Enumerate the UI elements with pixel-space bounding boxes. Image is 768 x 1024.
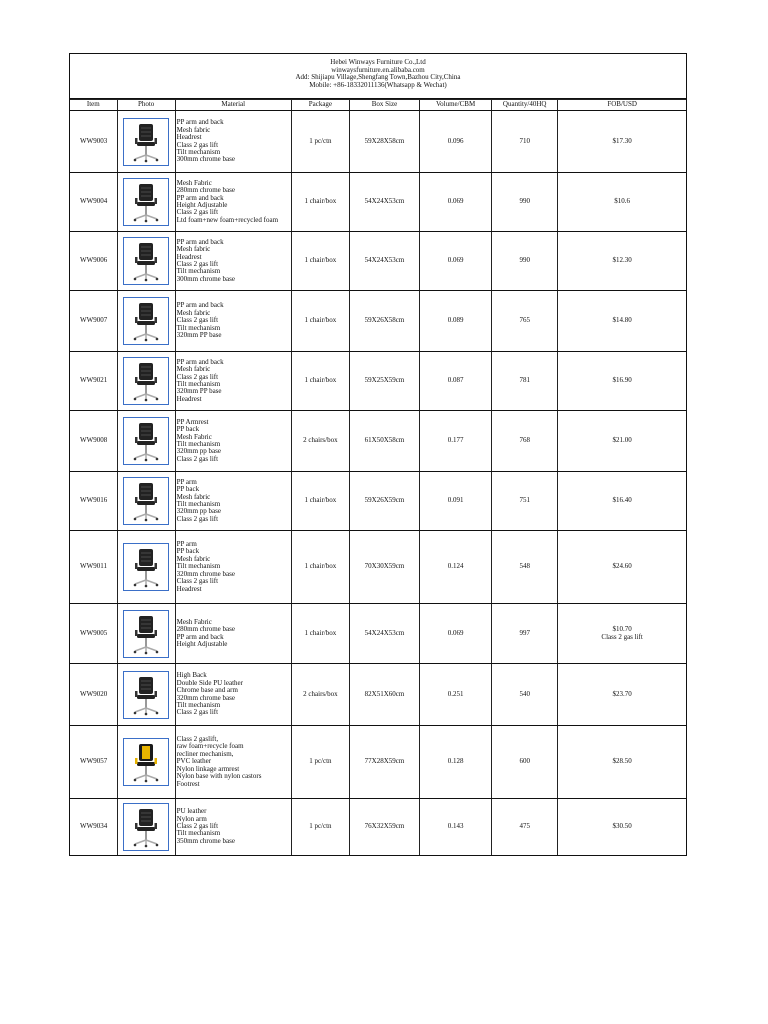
product-photo xyxy=(117,111,175,173)
fob-price: $24.60 xyxy=(612,562,632,571)
item-code: WW9003 xyxy=(70,111,117,173)
fob-price: $23.70 xyxy=(612,689,632,698)
col-header-volume: Volume/CBM xyxy=(420,100,492,111)
photo-frame xyxy=(123,543,169,591)
fob-price: $10.70 xyxy=(612,625,632,634)
quantity-cell: 990 xyxy=(492,173,558,232)
fob-cell xyxy=(558,726,686,799)
table-row xyxy=(70,531,686,604)
item-code: WW9057 xyxy=(70,726,117,799)
photo-frame xyxy=(123,118,169,166)
photo-frame xyxy=(123,178,169,226)
fob-price: $10.6 xyxy=(614,197,630,206)
item-code: WW9011 xyxy=(70,531,117,604)
package-cell: 1 chair/box xyxy=(291,173,349,232)
fob-note: Class 2 gas lift xyxy=(601,632,643,641)
material-cell: Class 2 gaslift, raw foam+recycle foam recliner mechanism, PVC leather Nylon linkage armrest Nylon base with nylon castors Footrest xyxy=(175,726,291,799)
item-code: WW9021 xyxy=(70,352,117,411)
table-row xyxy=(70,664,686,726)
material-cell: PP Armrest PP back Mesh Fabric Tilt mechanism 320mm pp base Class 2 gas lift xyxy=(175,411,291,472)
product-photo xyxy=(117,411,175,472)
material-cell: PP arm and back Mesh fabric Class 2 gas lift Tilt mechanism 320mm PP base Headrest xyxy=(175,352,291,411)
product-photo xyxy=(117,472,175,531)
company-header xyxy=(70,54,686,99)
fob-price: $14.80 xyxy=(612,316,632,325)
volume-cell: 0.143 xyxy=(420,799,492,855)
material-cell: Mesh Fabric 280mm chrome base PP arm and back Height Adjustable xyxy=(175,604,291,664)
box-size-cell: 76X32X59cm xyxy=(349,799,419,855)
fob-cell xyxy=(558,604,686,664)
volume-cell: 0.096 xyxy=(420,111,492,173)
photo-frame xyxy=(123,738,169,786)
material-cell: High Back Double Side PU leather Chrome base and arm 320mm chrome base Tilt mechanism Class 2 gas lift xyxy=(175,664,291,726)
box-size-cell: 59X25X59cm xyxy=(349,352,419,411)
quantity-cell: 997 xyxy=(492,604,558,664)
item-code: WW9034 xyxy=(70,799,117,855)
fob-cell xyxy=(558,411,686,472)
item-code: WW9020 xyxy=(70,664,117,726)
package-cell: 1 chair/box xyxy=(291,232,349,291)
office-chair-icon xyxy=(129,806,163,848)
fob-price: $30.50 xyxy=(612,822,632,831)
quantity-cell: 710 xyxy=(492,111,558,173)
office-chair-icon xyxy=(129,546,163,588)
item-code: WW9006 xyxy=(70,232,117,291)
box-size-cell: 82X51X60cm xyxy=(349,664,419,726)
fob-price: $12.30 xyxy=(612,256,632,265)
box-size-cell: 54X24X53cm xyxy=(349,173,419,232)
item-code: WW9007 xyxy=(70,291,117,352)
package-cell: 1 chair/box xyxy=(291,291,349,352)
fob-cell xyxy=(558,799,686,855)
product-table xyxy=(70,99,686,855)
col-header-box-size: Box Size xyxy=(349,100,419,111)
table-row xyxy=(70,232,686,291)
photo-frame xyxy=(123,477,169,525)
package-cell: 1 chair/box xyxy=(291,604,349,664)
table-row xyxy=(70,291,686,352)
package-cell: 1 chair/box xyxy=(291,531,349,604)
quantity-cell: 475 xyxy=(492,799,558,855)
price-sheet xyxy=(69,53,687,856)
item-code: WW9016 xyxy=(70,472,117,531)
material-cell: Mesh Fabric 280mm chrome base PP arm and back Height Adjustable Class 2 gas lift Ltd foam+new foam+recycled foam xyxy=(175,173,291,232)
quantity-cell: 990 xyxy=(492,232,558,291)
product-photo xyxy=(117,799,175,855)
quantity-cell: 600 xyxy=(492,726,558,799)
fob-cell xyxy=(558,531,686,604)
quantity-cell: 548 xyxy=(492,531,558,604)
photo-frame xyxy=(123,357,169,405)
fob-price: $28.50 xyxy=(612,757,632,766)
fob-price: $21.00 xyxy=(612,436,632,445)
material-cell: PU leather Nylon arm Class 2 gas lift Tilt mechanism 350mm chrome base xyxy=(175,799,291,855)
office-chair-icon xyxy=(129,360,163,402)
photo-frame xyxy=(123,297,169,345)
col-header-item: Item xyxy=(70,100,117,111)
col-header-fob: FOB/USD xyxy=(558,100,686,111)
office-chair-icon xyxy=(129,300,163,342)
photo-frame xyxy=(123,803,169,851)
table-row xyxy=(70,411,686,472)
volume-cell: 0.177 xyxy=(420,411,492,472)
material-cell: PP arm and back Mesh fabric Class 2 gas lift Tilt mechanism 320mm PP base xyxy=(175,291,291,352)
product-photo xyxy=(117,352,175,411)
fob-cell xyxy=(558,232,686,291)
package-cell: 1 pc/ctn xyxy=(291,726,349,799)
table-row xyxy=(70,726,686,799)
product-photo xyxy=(117,531,175,604)
box-size-cell: 59X28X58cm xyxy=(349,111,419,173)
office-chair-icon xyxy=(129,480,163,522)
office-chair-icon xyxy=(129,420,163,462)
material-cell: PP arm and back Mesh fabric Headrest Class 2 gas lift Tilt mechanism 300mm chrome base xyxy=(175,232,291,291)
box-size-cell: 77X28X59cm xyxy=(349,726,419,799)
photo-frame xyxy=(123,237,169,285)
table-row xyxy=(70,472,686,531)
box-size-cell: 61X50X58cm xyxy=(349,411,419,472)
fob-price: $16.40 xyxy=(612,496,632,505)
product-photo xyxy=(117,232,175,291)
table-row xyxy=(70,111,686,173)
fob-cell xyxy=(558,352,686,411)
quantity-cell: 540 xyxy=(492,664,558,726)
volume-cell: 0.069 xyxy=(420,604,492,664)
box-size-cell: 59X26X59cm xyxy=(349,472,419,531)
material-cell: PP arm PP back Mesh fabric Tilt mechanism 320mm pp base Class 2 gas lift xyxy=(175,472,291,531)
volume-cell: 0.089 xyxy=(420,291,492,352)
table-header-row xyxy=(70,100,686,111)
office-chair-icon xyxy=(129,240,163,282)
photo-frame xyxy=(123,671,169,719)
box-size-cell: 54X24X53cm xyxy=(349,232,419,291)
item-code: WW9004 xyxy=(70,173,117,232)
fob-price: $17.30 xyxy=(612,136,632,145)
office-chair-icon xyxy=(129,121,163,163)
table-row xyxy=(70,799,686,855)
table-row xyxy=(70,604,686,664)
office-chair-icon xyxy=(129,181,163,223)
fob-price: $16.90 xyxy=(612,376,632,385)
quantity-cell: 768 xyxy=(492,411,558,472)
material-cell: PP arm PP back Mesh fabric Tilt mechanism 320mm chrome base Class 2 gas lift Headrest xyxy=(175,531,291,604)
table-row xyxy=(70,352,686,411)
volume-cell: 0.087 xyxy=(420,352,492,411)
box-size-cell: 70X30X59cm xyxy=(349,531,419,604)
product-photo xyxy=(117,664,175,726)
col-header-package: Package xyxy=(291,100,349,111)
company-website: winwaysfurniture.en.alibaba.com xyxy=(331,65,425,74)
col-header-material: Material xyxy=(175,100,291,111)
company-mobile: Mobile: +86-18332011136(Whatsapp & Wechat) xyxy=(309,80,447,89)
package-cell: 1 pc/ctn xyxy=(291,799,349,855)
package-cell: 1 chair/box xyxy=(291,352,349,411)
box-size-cell: 59X26X58cm xyxy=(349,291,419,352)
volume-cell: 0.128 xyxy=(420,726,492,799)
fob-cell xyxy=(558,472,686,531)
fob-cell xyxy=(558,291,686,352)
office-chair-icon xyxy=(129,741,163,783)
item-code: WW9008 xyxy=(70,411,117,472)
package-cell: 2 chairs/box xyxy=(291,411,349,472)
package-cell: 2 chairs/box xyxy=(291,664,349,726)
product-photo xyxy=(117,291,175,352)
quantity-cell: 765 xyxy=(492,291,558,352)
quantity-cell: 781 xyxy=(492,352,558,411)
table-row xyxy=(70,173,686,232)
fob-cell xyxy=(558,173,686,232)
product-photo xyxy=(117,604,175,664)
office-chair-icon xyxy=(129,674,163,716)
box-size-cell: 54X24X53cm xyxy=(349,604,419,664)
photo-frame xyxy=(123,610,169,658)
photo-frame xyxy=(123,417,169,465)
col-header-quantity: Quantity/40HQ xyxy=(492,100,558,111)
product-photo xyxy=(117,726,175,799)
col-header-photo: Photo xyxy=(117,100,175,111)
material-cell: PP arm and back Mesh fabric Headrest Class 2 gas lift Tilt mechanism 300mm chrome base xyxy=(175,111,291,173)
volume-cell: 0.069 xyxy=(420,173,492,232)
company-address: Add: Shijiapu Village,Shengfang Town,Bazhou City,China xyxy=(295,73,461,82)
office-chair-icon xyxy=(129,613,163,655)
product-photo xyxy=(117,173,175,232)
volume-cell: 0.124 xyxy=(420,531,492,604)
company-name: Hebei Winways Furniture Co.,Ltd xyxy=(330,58,426,66)
volume-cell: 0.091 xyxy=(420,472,492,531)
quantity-cell: 751 xyxy=(492,472,558,531)
package-cell: 1 chair/box xyxy=(291,472,349,531)
fob-cell xyxy=(558,111,686,173)
item-code: WW9005 xyxy=(70,604,117,664)
volume-cell: 0.251 xyxy=(420,664,492,726)
volume-cell: 0.069 xyxy=(420,232,492,291)
package-cell: 1 pc/ctn xyxy=(291,111,349,173)
fob-cell xyxy=(558,664,686,726)
